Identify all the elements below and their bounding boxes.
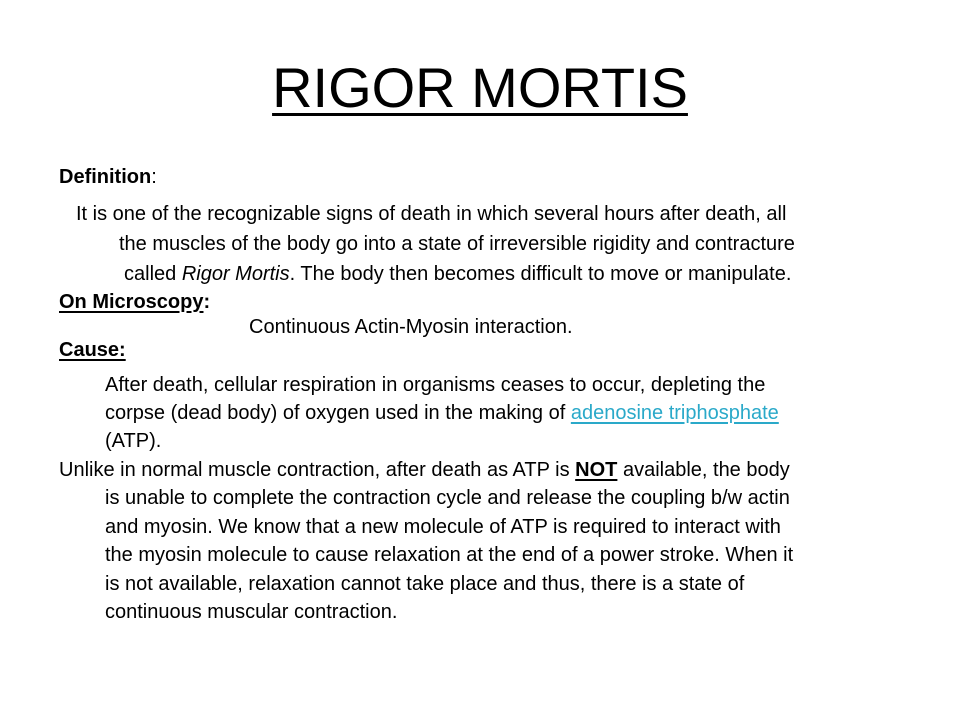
unlike-line-6: continuous muscular contraction. (105, 601, 398, 623)
definition-heading (59, 163, 157, 192)
definition-colon: : (151, 166, 157, 188)
microscopy-label: On Microscopy (59, 291, 204, 313)
cause-heading (59, 336, 126, 365)
unlike-line-3: and myosin. We know that a new molecule of ATP is required to interact with (105, 516, 781, 538)
definition-line-2: the muscles of the body go into a state of irreversible rigidity and contracture (119, 233, 795, 255)
microscopy-text: Continuous Actin-Myosin interaction. (249, 316, 573, 338)
unlike-line-1: Unlike in normal muscle contraction, after death as ATP is NOT available, the body (59, 459, 790, 481)
microscopy-heading (59, 288, 210, 317)
unlike-line-4: the myosin molecule to cause relaxation at the end of a power stroke. When it (105, 544, 794, 566)
definition-line-3: called Rigor Mortis. The body then becomes difficult to move or manipulate. (124, 263, 792, 285)
cause-line-3: (ATP). (105, 430, 162, 452)
unlike-line-2: is unable to complete the contraction cycle and release the coupling b/w actin (105, 487, 790, 509)
definition-label: Definition (59, 166, 152, 188)
cause-line-2: corpse (dead body) of oxygen used in the making of adenosine triphosphate (105, 402, 779, 424)
adenosine-triphosphate-link[interactable]: adenosine triphosphate (570, 402, 779, 424)
definition-line-1: It is one of the recognizable signs of death in which several hours after death, all (76, 203, 787, 225)
unlike-line-5: is not available, relaxation cannot take place and thus, there is a state of (105, 573, 745, 595)
microscopy-colon: : (203, 291, 211, 313)
cause-line-1: After death, cellular respiration in organisms ceases to occur, depleting the (105, 374, 766, 396)
cause-label: Cause: (59, 339, 126, 361)
not-emphasis: NOT (575, 459, 618, 481)
slide-title: RIGOR MORTIS (272, 56, 688, 119)
rigor-mortis-term: Rigor Mortis (181, 263, 290, 285)
